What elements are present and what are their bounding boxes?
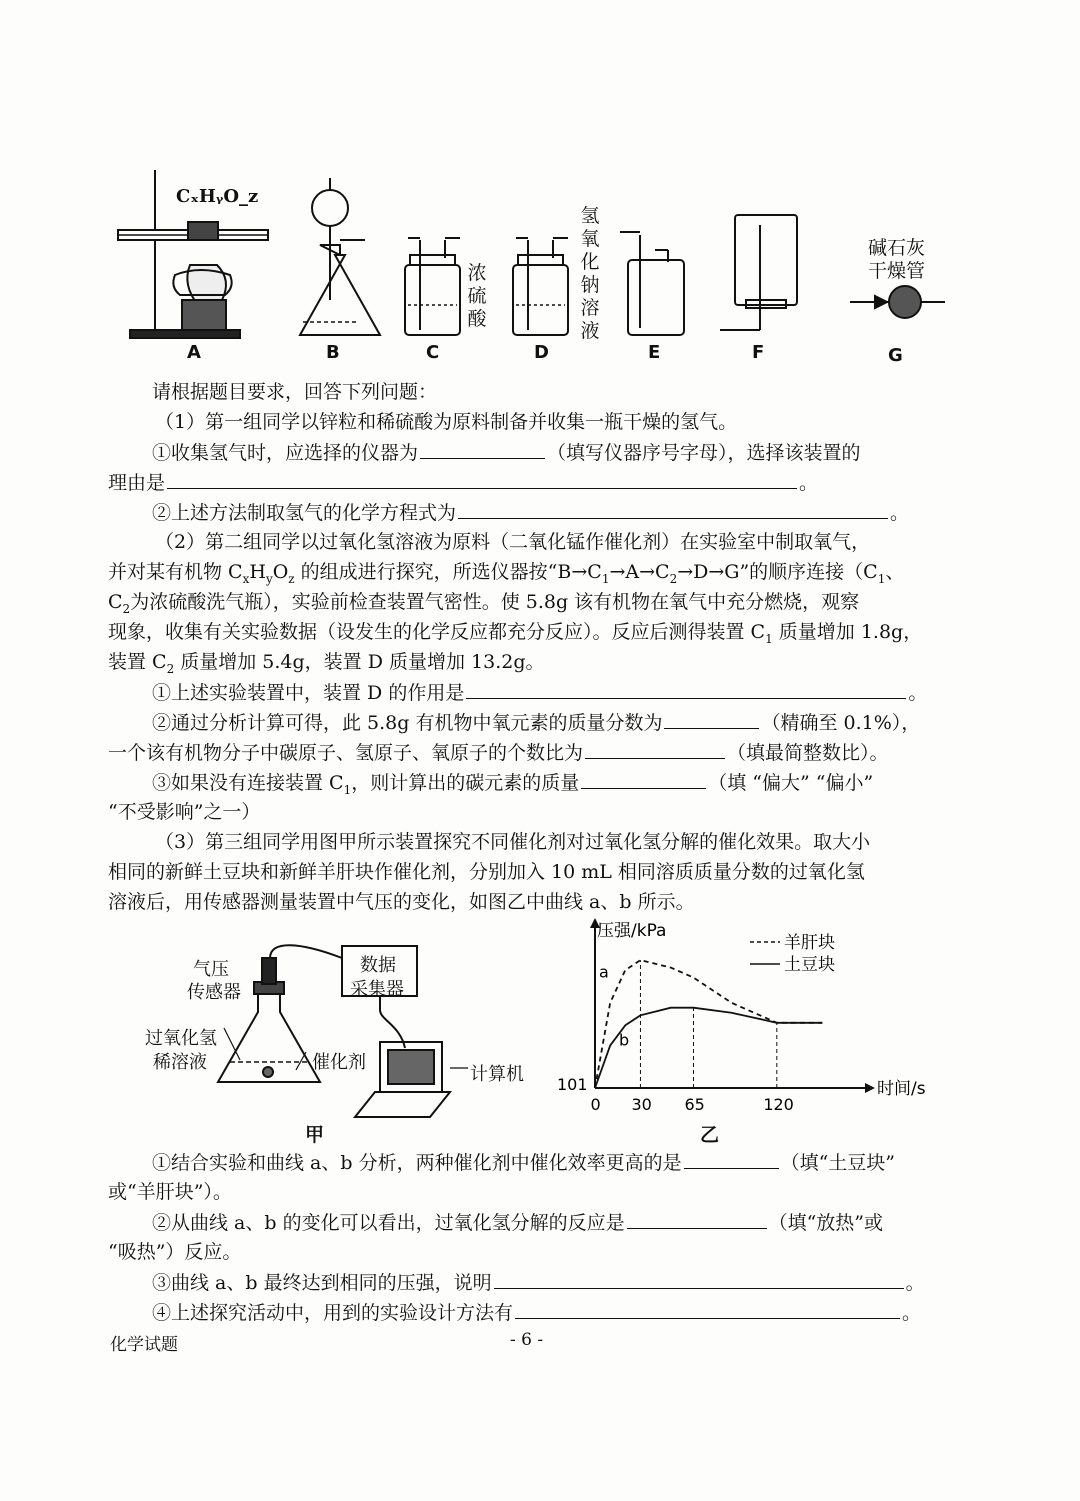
- d-reagent-label: 氢氧化钠溶液: [580, 205, 600, 342]
- legend-label: 羊肝块: [784, 933, 835, 953]
- curve-label-a: a: [599, 962, 609, 982]
- intro-line: 请根据题目要求，回答下列问题：: [152, 381, 438, 403]
- answer-blank[interactable]: [627, 1210, 767, 1229]
- sensor-label-2: 传感器: [187, 982, 241, 1003]
- q3-line3: 溶液后，用传感器测量装置中气压的变化，如图乙中曲线 a、b 所示。: [108, 891, 695, 913]
- computer-label: 计算机: [470, 1064, 524, 1085]
- label-b: B: [326, 342, 340, 363]
- label-d: D: [534, 342, 549, 363]
- label-e: E: [648, 342, 661, 363]
- series-line-a: [595, 960, 822, 1088]
- solution-label-1: 过氧化氢: [145, 1028, 217, 1049]
- q2-2-ratio-line: 一个该有机物分子中碳原子、氢原子、氧原子的个数比为 （填最简整数比）。: [108, 742, 889, 764]
- footer-subject: 化学试题: [110, 1335, 178, 1355]
- answer-blank[interactable]: [581, 770, 706, 789]
- answer-blank[interactable]: [494, 1270, 904, 1289]
- answer-blank[interactable]: [515, 1300, 900, 1319]
- q2-line4: 现象，收集有关实验数据（设发生的化学反应都充分反应）。反应后测得装置 $C_1$ 质量增加 1.8g，: [108, 621, 923, 646]
- caption-jia: 甲: [305, 1124, 325, 1146]
- q1-line: （1）第一组同学以锌粒和稀硫酸为原料制备并收集一瓶干燥的氢气。: [155, 411, 738, 433]
- pressure-chart: [540, 920, 926, 1140]
- formula-label: CₓHᵧO_z: [176, 186, 259, 207]
- answer-blank[interactable]: [458, 500, 888, 519]
- q3-1-line: ①结合实验和曲线 a、b 分析，两种催化剂中催化效率更高的是 （填“土豆块”: [152, 1152, 896, 1174]
- q1-1-line: ①收集氢气时，应选择的仪器为 （填写仪器序号字母），选择该装置的: [152, 442, 861, 464]
- c-reagent-label: 浓硫酸: [467, 262, 487, 330]
- x-tick-label: 30: [631, 1095, 652, 1114]
- q2-line3: $C_2$为浓硫酸洗气瓶），实验前检查装置气密性。使 5.8g 该有机物在氧气中充分燃烧，观察: [108, 591, 860, 616]
- x-axis-label: 时间/s: [877, 1079, 926, 1099]
- q3-4-line: ④上述探究活动中，用到的实验设计方法有 。: [152, 1302, 922, 1324]
- q2-line2: 并对某有机物 $C_xH_yO_z$ 的组成进行探究，所选仪器按“$B\to C_1\to A\to C_2\to D\to G$”的顺序连接（$C_1$、: [108, 561, 905, 586]
- q2-1-line: ①上述实验装置中，装置 D 的作用是 。: [152, 682, 928, 704]
- q3-line1: （3）第三组同学用图甲所示装置探究不同催化剂对过氧化氢分解的催化效果。取大小: [155, 831, 871, 853]
- apparatus-figure: [0, 0, 1080, 380]
- figure-jia: [0, 930, 540, 1150]
- q1-2-line: ②上述方法制取氢气的化学方程式为 。: [152, 502, 910, 524]
- label-a: A: [187, 342, 201, 363]
- q3-2-options-line: “吸热”）反应。: [108, 1241, 242, 1263]
- q3-2-line: ②从曲线 a、b 的变化可以看出，过氧化氢分解的反应是 （填“放热”或: [152, 1212, 884, 1234]
- answer-blank[interactable]: [167, 470, 797, 489]
- q3-line2: 相同的新鲜土豆块和新鲜羊肝块作催化剂，分别加入 10 mL 相同溶质质量分数的过氧化氢: [108, 861, 865, 883]
- x-axis-arrow: [865, 1083, 875, 1093]
- x-tick-label: 0: [590, 1095, 601, 1114]
- label-c: C: [426, 342, 440, 363]
- q2-line5: 装置 $C_2$ 质量增加 5.4g，装置 D 质量增加 13.2g。: [108, 651, 545, 676]
- answer-blank[interactable]: [466, 680, 906, 699]
- y-axis-label: 压强/kPa: [597, 921, 667, 941]
- legend-label: 土豆块: [784, 955, 835, 975]
- q1-1-reason-line: 理由是 。: [108, 472, 819, 494]
- answer-blank[interactable]: [420, 440, 545, 459]
- caption-yi: 乙: [700, 1124, 720, 1146]
- y-start-label: 101: [557, 1075, 588, 1094]
- answer-blank[interactable]: [664, 710, 759, 729]
- g-name-line1: 碱石灰: [868, 237, 926, 259]
- g-name-line2: 干燥管: [868, 260, 926, 282]
- collector-label-2: 采集器: [350, 979, 404, 1000]
- q2-3-options-line: “不受影响”之一）: [108, 801, 261, 823]
- q2-line1: （2）第二组同学以过氧化氢溶液为原料（二氧化锰作催化剂）在实验室中制取氧气，: [155, 531, 871, 553]
- x-tick-label: 65: [684, 1095, 705, 1114]
- q2-3-line: ③如果没有连接装置 $C_1$，则计算出的碳元素的质量 （填 “偏大” “偏小”: [152, 772, 874, 797]
- q3-3-line: ③曲线 a、b 最终达到相同的压强，说明 。: [152, 1272, 925, 1294]
- answer-blank[interactable]: [585, 740, 725, 759]
- solution-label-2: 稀溶液: [153, 1052, 207, 1073]
- footer-page: - 6 -: [510, 1330, 544, 1350]
- sensor-label-1: 气压: [193, 959, 229, 980]
- catalyst-label: 催化剂: [312, 1052, 366, 1073]
- collector-label-1: 数据: [360, 955, 396, 976]
- answer-blank[interactable]: [684, 1150, 779, 1169]
- q3-1-options-line: 或“羊肝块”）。: [108, 1181, 232, 1203]
- curve-label-b: b: [619, 1030, 630, 1050]
- x-tick-label: 120: [763, 1095, 794, 1114]
- q2-2-line: ②通过分析计算可得，此 5.8g 有机物中氧元素的质量分数为 （精确至 0.1%），: [152, 712, 921, 734]
- label-f: F: [752, 342, 765, 363]
- label-g: G: [888, 345, 903, 366]
